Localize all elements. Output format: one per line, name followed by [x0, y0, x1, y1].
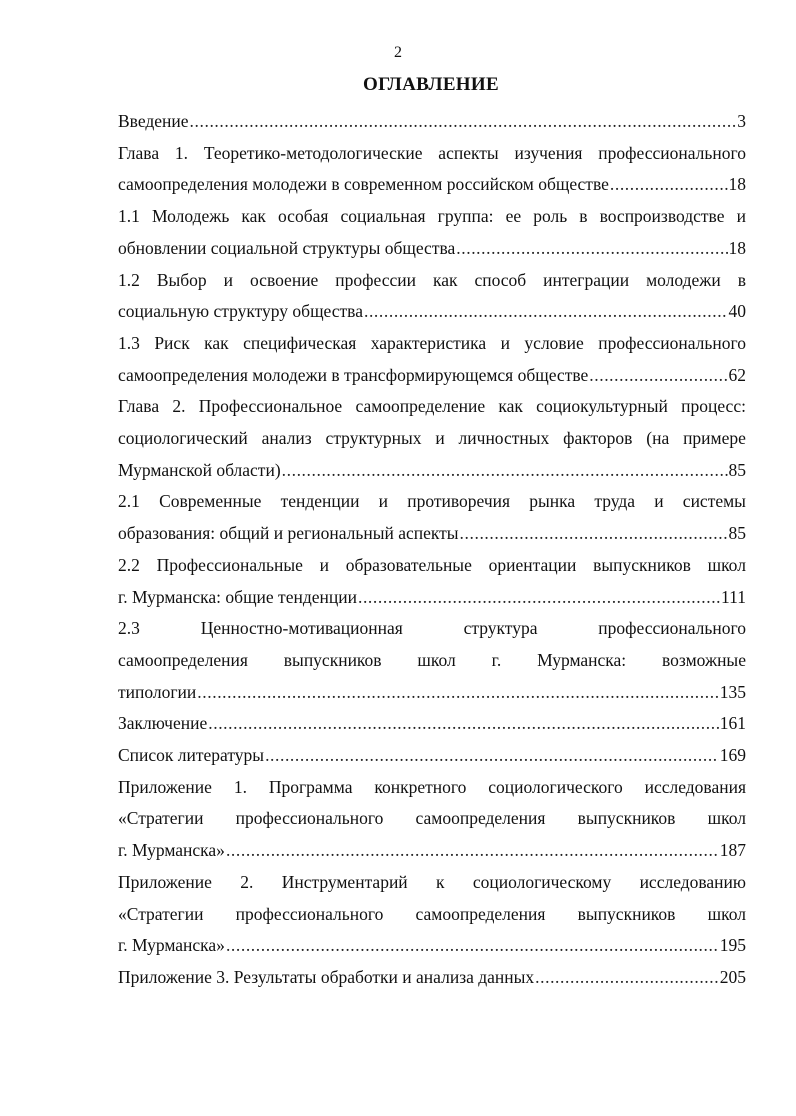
- toc-page-number: 205: [719, 966, 746, 987]
- toc-word: выпускников: [577, 808, 676, 829]
- toc-word: ее: [505, 206, 522, 227]
- toc-entry-text: типологии: [118, 681, 197, 702]
- toc-word: исследованию: [639, 871, 746, 892]
- toc-entry[interactable]: [118, 391, 746, 486]
- toc-entry-text: г. Мурманска»: [118, 840, 225, 861]
- toc-entry-line: [118, 518, 746, 550]
- toc-page-number: 111: [721, 586, 746, 607]
- toc-word: конкретного: [374, 776, 467, 797]
- toc-word: специфическая: [243, 332, 357, 353]
- toc-entry-line: [118, 708, 746, 740]
- toc-page-number: 187: [719, 840, 746, 861]
- toc-page-number: 18: [728, 237, 746, 258]
- toc-word: «Стратегии: [118, 903, 204, 924]
- toc-entry-line: [118, 803, 746, 835]
- toc-word: 1.3: [118, 332, 140, 353]
- toc-word: освоение: [250, 269, 319, 290]
- toc-word: «Стратегии: [118, 808, 204, 829]
- toc-entry-text: г. Мурманска: общие тенденции: [118, 586, 357, 607]
- dot-leader: [265, 740, 719, 772]
- toc-entry-line: [118, 550, 746, 582]
- dot-leader: [610, 169, 728, 201]
- toc-entry-text: Заключение: [118, 713, 208, 734]
- toc-page-number: 161: [719, 713, 746, 734]
- toc-word: труда: [594, 491, 636, 512]
- toc-word: Глава: [118, 142, 160, 163]
- toc-word: группа:: [437, 206, 494, 227]
- toc-entry[interactable]: [118, 772, 746, 867]
- toc-word: структурных: [325, 428, 422, 449]
- toc-word: структура: [463, 618, 538, 639]
- toc-word: самоопределения: [415, 903, 546, 924]
- toc-word: школ: [707, 903, 746, 924]
- toc-word: и: [736, 206, 746, 227]
- toc-word: социологический: [118, 428, 248, 449]
- toc-entry-line: [118, 296, 746, 328]
- toc-word: и: [319, 554, 329, 575]
- toc-word: воспроизводстве: [599, 206, 725, 227]
- toc-word: Теоретико-методологические: [203, 142, 423, 163]
- toc-word: рынка: [529, 491, 576, 512]
- toc-word: роль: [533, 206, 568, 227]
- toc-word: 2.: [172, 396, 186, 417]
- toc-word: и: [500, 332, 510, 353]
- toc-word: самоопределения: [118, 649, 248, 670]
- toc-word: профессионального: [598, 142, 746, 163]
- dot-leader: [358, 582, 720, 614]
- toc-word: школ: [707, 808, 746, 829]
- toc-word: и: [654, 491, 664, 512]
- toc-entry[interactable]: [118, 740, 746, 772]
- toc-entry[interactable]: [118, 328, 746, 391]
- toc-word: Приложение: [118, 776, 212, 797]
- toc-word: 1.1: [118, 206, 140, 227]
- toc-word: как: [432, 269, 458, 290]
- toc-entry-text: Мурманской области): [118, 459, 281, 480]
- toc-word: самоопределения: [415, 808, 546, 829]
- toc-word: социологического: [488, 776, 623, 797]
- toc-word: 2.3: [118, 618, 140, 639]
- toc-entry[interactable]: [118, 138, 746, 201]
- toc-entry[interactable]: [118, 867, 746, 962]
- toc-word: изучения: [514, 142, 583, 163]
- toc-word: школ: [417, 649, 456, 670]
- toc-word: как: [498, 396, 523, 417]
- toc-word: (на: [646, 428, 670, 449]
- toc-page-number: 169: [719, 745, 746, 766]
- toc-entry-text: г. Мурманска»: [118, 935, 225, 956]
- toc-word: Программа: [268, 776, 353, 797]
- toc-word: интеграции: [543, 269, 630, 290]
- toc-page-number: 135: [719, 681, 746, 702]
- toc-word: исследования: [644, 776, 746, 797]
- toc-entry-line: [118, 962, 746, 994]
- toc-page-number: 18: [728, 174, 746, 195]
- toc-entry-line: [118, 233, 746, 265]
- toc-word: 2.1: [118, 491, 140, 512]
- dot-leader: [282, 455, 728, 487]
- dot-leader: [226, 930, 719, 962]
- toc-entry-line: [118, 613, 746, 645]
- toc-entry[interactable]: [118, 550, 746, 613]
- toc-entry-line: [118, 328, 746, 360]
- toc-word: Выбор: [156, 269, 207, 290]
- toc-word: 1.: [233, 776, 247, 797]
- toc-word: Риск: [154, 332, 190, 353]
- toc-entry-line: [118, 835, 746, 867]
- dot-leader: [226, 835, 719, 867]
- toc-entry-text: обновлении социальной структуры общества: [118, 237, 456, 258]
- table-of-contents: [118, 106, 746, 994]
- toc-word: социологическому: [472, 871, 612, 892]
- toc-word: как: [241, 206, 266, 227]
- toc-entry-line: [118, 106, 746, 138]
- toc-page-number: 3: [737, 111, 746, 131]
- toc-word: самоопределение: [355, 396, 486, 417]
- toc-word: профессионального: [235, 808, 384, 829]
- toc-word: 2.2: [118, 554, 140, 575]
- toc-entry-line: [118, 930, 746, 962]
- toc-entry[interactable]: [118, 265, 746, 328]
- toc-entry-line: [118, 899, 746, 931]
- toc-entry-line: [118, 360, 746, 392]
- toc-word: профессионального: [598, 618, 746, 639]
- toc-word: и: [223, 269, 234, 290]
- toc-word: профессионального: [235, 903, 384, 924]
- toc-entry-line: [118, 645, 746, 677]
- toc-entry-line: [118, 138, 746, 170]
- toc-entry-line: [118, 740, 746, 772]
- toc-word: 2.: [240, 871, 254, 892]
- toc-entry-line: [118, 201, 746, 233]
- toc-entry-line: [118, 169, 746, 201]
- toc-word: процесс:: [681, 396, 746, 417]
- toc-word: к: [436, 871, 445, 892]
- toc-word: системы: [682, 491, 746, 512]
- toc-word: образовательные: [345, 554, 472, 575]
- dot-leader: [535, 962, 719, 994]
- toc-word: Профессиональные: [156, 554, 303, 575]
- toc-entry[interactable]: [118, 962, 746, 994]
- toc-word: особая: [278, 206, 329, 227]
- toc-entry-line: [118, 677, 746, 709]
- toc-word: выпускников: [577, 903, 676, 924]
- toc-entry[interactable]: [118, 201, 746, 264]
- toc-entry-text: социальную структуру общества: [118, 301, 363, 322]
- toc-word: способ: [474, 269, 527, 290]
- toc-word: Современные: [159, 491, 262, 512]
- toc-word: противоречия: [407, 491, 511, 512]
- toc-word: Молодежь: [151, 206, 230, 227]
- toc-word: характеристика: [370, 332, 487, 353]
- toc-page-number: 62: [728, 364, 746, 385]
- toc-word: Глава: [118, 396, 160, 417]
- dot-leader: [589, 360, 727, 392]
- toc-word: возможные: [662, 649, 746, 670]
- dot-leader: [208, 708, 719, 740]
- toc-word: выпускников: [283, 649, 382, 670]
- toc-word: анализ: [261, 428, 312, 449]
- toc-entry-line: [118, 455, 746, 487]
- toc-entry-text: самоопределения молодежи в трансформирующемся обществе: [118, 364, 589, 385]
- toc-word: г.: [491, 649, 502, 670]
- toc-word: тенденции: [280, 491, 360, 512]
- toc-word: в: [579, 206, 588, 227]
- toc-word: факторов: [563, 428, 633, 449]
- dot-leader: [197, 677, 718, 709]
- toc-word: примере: [683, 428, 746, 449]
- toc-word: аспекты: [438, 142, 499, 163]
- toc-entry-line: [118, 867, 746, 899]
- toc-word: как: [204, 332, 229, 353]
- toc-entry[interactable]: [118, 613, 746, 708]
- toc-word: профессии: [335, 269, 416, 290]
- toc-word: социальная: [340, 206, 426, 227]
- toc-page-number: 85: [728, 523, 746, 544]
- dot-leader: [364, 296, 728, 328]
- dot-leader: [460, 518, 728, 550]
- toc-entry-line: [118, 423, 746, 455]
- dot-leader: [456, 233, 727, 265]
- toc-entry-text: Приложение 3. Результаты обработки и анализа данных: [118, 966, 535, 987]
- toc-word: и: [378, 491, 389, 512]
- toc-word: школ: [707, 554, 746, 575]
- toc-word: выпускников: [593, 554, 691, 575]
- toc-entry-text: образования: общий и региональный аспекты: [118, 523, 459, 544]
- toc-entry-line: [118, 391, 746, 423]
- toc-entry-line: [118, 772, 746, 804]
- toc-entry[interactable]: [118, 106, 746, 138]
- toc-entry-line: [118, 486, 746, 518]
- toc-word: 1.: [174, 142, 189, 163]
- toc-page-number: 195: [719, 935, 746, 956]
- toc-title: ОГЛАВЛЕНИЕ: [363, 74, 499, 95]
- toc-entry[interactable]: [118, 708, 746, 740]
- toc-word: профессионального: [598, 332, 746, 353]
- toc-word: социокультурный: [536, 396, 668, 417]
- toc-word: Мурманска:: [537, 649, 627, 670]
- toc-word: Профессиональное: [198, 396, 343, 417]
- toc-entry-text: Список литературы: [118, 745, 265, 766]
- toc-word: Ценностно-мотивационная: [200, 618, 403, 639]
- toc-word: Приложение: [118, 871, 212, 892]
- toc-word: 1.2: [118, 269, 140, 290]
- toc-page-number: 85: [728, 459, 746, 480]
- page-number: 2: [394, 44, 402, 61]
- toc-page-number: 40: [728, 301, 746, 322]
- toc-word: условие: [524, 332, 584, 353]
- toc-entry-line: [118, 265, 746, 297]
- toc-word: ориентации: [488, 554, 577, 575]
- toc-entry-line: [118, 582, 746, 614]
- toc-word: и: [435, 428, 445, 449]
- toc-word: Инструментарий: [281, 871, 408, 892]
- toc-entry-text: самоопределения молодежи в современном российском обществе: [118, 174, 609, 195]
- toc-entry[interactable]: [118, 486, 746, 549]
- toc-word: молодежи: [646, 269, 721, 290]
- toc-entry-text: Введение: [118, 111, 189, 131]
- toc-word: в: [737, 269, 746, 290]
- toc-word: личностных: [458, 428, 550, 449]
- dot-leader: [190, 106, 737, 138]
